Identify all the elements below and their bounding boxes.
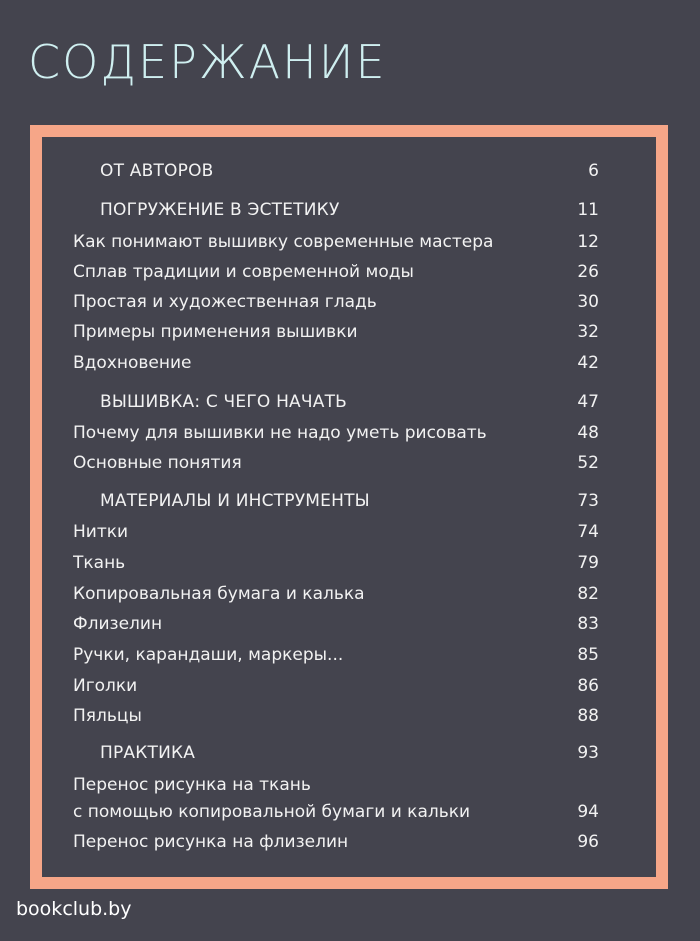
toc-label: Нитки xyxy=(73,522,129,542)
toc-item xyxy=(73,418,599,448)
toc-item xyxy=(73,548,599,578)
toc-page-number: 85 xyxy=(577,645,599,665)
toc-page-number: 42 xyxy=(577,353,599,373)
toc-page-number: 48 xyxy=(577,423,599,443)
toc-label: ПРАКТИКА xyxy=(100,743,196,763)
watermark: bookclub.by xyxy=(16,898,132,920)
toc-item xyxy=(73,448,599,478)
toc-item xyxy=(73,257,599,287)
toc-label: Примеры применения вышивки xyxy=(73,322,358,342)
toc-label-line: с помощью копировальной бумаги и кальки xyxy=(73,802,471,822)
toc-page-number: 79 xyxy=(577,553,599,573)
toc-label: ВЫШИВКА: С ЧЕГО НАЧАТЬ xyxy=(100,392,348,412)
toc-page-number: 11 xyxy=(577,200,599,220)
toc-item xyxy=(73,348,599,378)
toc-page-number: 26 xyxy=(577,262,599,282)
toc-label: МАТЕРИАЛЫ И ИНСТРУМЕНТЫ xyxy=(100,491,370,511)
toc-item xyxy=(73,671,599,701)
toc-section xyxy=(73,156,599,186)
toc-item xyxy=(73,579,599,609)
toc-label: Сплав традиции и современной моды xyxy=(73,262,414,282)
toc-label: Иголки xyxy=(73,676,138,696)
toc-page-number: 74 xyxy=(577,522,599,542)
toc-label: Копировальная бумага и калька xyxy=(73,584,365,604)
toc-label: Ручки, карандаши, маркеры... xyxy=(73,645,344,665)
toc-label: Основные понятия xyxy=(73,453,242,473)
toc-page-number: 47 xyxy=(577,392,599,412)
toc-item xyxy=(73,517,599,547)
toc-label: Как понимают вышивку современные мастера xyxy=(73,232,494,252)
toc-label: Флизелин xyxy=(73,614,163,634)
toc-page-number: 94 xyxy=(577,802,599,822)
toc-label: ОТ АВТОРОВ xyxy=(100,161,214,181)
toc-item xyxy=(73,827,599,857)
toc-page-number: 6 xyxy=(588,161,599,181)
toc-label: Почему для вышивки не надо уметь рисовать xyxy=(73,423,487,443)
toc-section xyxy=(73,738,599,768)
toc-page-number: 52 xyxy=(577,453,599,473)
toc-label: Вдохновение xyxy=(73,353,192,373)
toc-page-number: 73 xyxy=(577,491,599,511)
toc-item xyxy=(73,770,599,826)
toc-section xyxy=(73,195,599,225)
toc-page-number: 83 xyxy=(577,614,599,634)
toc-label xyxy=(73,772,470,826)
toc-label: ПОГРУЖЕНИЕ В ЭСТЕТИКУ xyxy=(100,200,340,220)
toc-item xyxy=(73,701,599,731)
toc-page-number: 86 xyxy=(577,676,599,696)
toc-section xyxy=(73,387,599,417)
toc-label: Перенос рисунка на флизелин xyxy=(73,832,349,852)
toc-item xyxy=(73,317,599,347)
toc-item xyxy=(73,287,599,317)
toc-page-number: 32 xyxy=(577,322,599,342)
toc-page-number: 88 xyxy=(577,706,599,726)
toc-page-number: 82 xyxy=(577,584,599,604)
toc-item xyxy=(73,640,599,670)
toc-page-number: 30 xyxy=(577,292,599,312)
toc-item xyxy=(73,609,599,639)
toc-label: Пяльцы xyxy=(73,706,142,726)
toc-label-line: Перенос рисунка на ткань xyxy=(73,775,311,795)
page-title: СОДЕРЖАНИЕ xyxy=(28,35,387,89)
toc-page-number: 93 xyxy=(577,743,599,763)
toc-label: Простая и художественная гладь xyxy=(73,292,377,312)
toc-section xyxy=(73,486,599,516)
toc-item xyxy=(73,227,599,257)
toc-page-number: 12 xyxy=(577,232,599,252)
toc-page-number: 96 xyxy=(577,832,599,852)
toc-label: Ткань xyxy=(73,553,126,573)
